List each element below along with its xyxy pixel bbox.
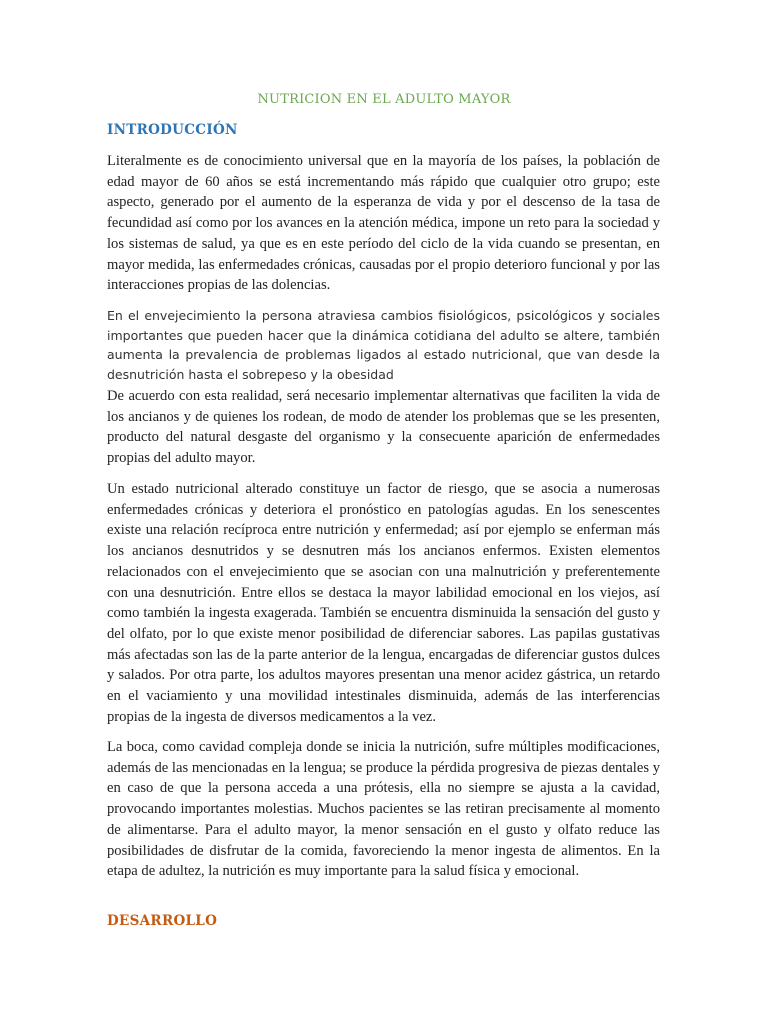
paragraph: De acuerdo con esta realidad, será necesario implementar alternativas que faciliten la vida de los ancianos y de quienes los rodean, de modo de atender los problemas que se les presenten, producto del natural desgaste del organismo y la consecuente aparición de enfermedades propias del adulto mayor. [107, 388, 660, 467]
paragraph: La boca, como cavidad compleja donde se inicia la nutrición, sufre múltiples modificaciones, además de las mencionadas en la lengua; se produce la pérdida progresiva de piezas dentales y en caso de que la persona acceda a una prótesis, ella no siempre se ajusta a la cavidad, provocando importantes molestias. Muchos pacientes se las retiran precisamente al momento de alimentarse. Para el adulto mayor, la menor sensación en el gusto y olfato reduce las posibilidades de disfrutar de la comida, favoreciendo la menor ingesta de alimentos. En la etapa de adultez, la nutrición es muy importante para la salud física y emocional. [107, 739, 660, 880]
section-heading-desarrollo: DESARROLLO [107, 913, 218, 929]
paragraph: Literalmente es de conocimiento universal que en la mayoría de los países, la población de edad mayor de 60 años se está incrementando más rápido que cualquier otro grupo; este aspecto, generado por el aumento de la esperanza de vida y por el descenso de la tasa de fecundidad así como por los avances en la atención médica, impone un reto para la sociedad y los sistemas de salud, ya que es en este período del ciclo de la vida cuando se presentan, en mayor medida, las enfermedades crónicas, causadas por el propio deterioro funcional y por las interacciones propias de las dolencias. [107, 153, 660, 294]
document-title: NUTRICION EN EL ADULTO MAYOR [257, 92, 511, 107]
paragraph: En el envejecimiento la persona atraviesa cambios fisiológicos, psicológicos y sociales importantes que pueden hacer que la dinámica cotidiana del adulto se altere, también aumenta la prevalencia de problemas ligados al estado nutricional, que van desde la desnutrición hasta el sobrepeso y la obesidad [107, 308, 660, 382]
intro-heading: INTRODUCCIÓN [107, 122, 238, 138]
paragraph: Un estado nutricional alterado constituye un factor de riesgo, que se asocia a numerosas enfermedades crónicas y deteriora el pronóstico en patologías agudas. En los senescentes existe una relación recíproca entre nutrición y enfermedad; así por ejemplo se enferman más los ancianos desnutridos y se desnutren más los ancianos enfermos. Existen elementos relacionados con el envejecimiento que se asocian con una malnutrición y preferentemente con una desnutrición. Entre ellos se destaca la mayor labilidad emocional en los viejos, así como también la ingesta exagerada. También se encuentra disminuida la sensación del gusto y del olfato, por lo que existe menor posibilidad de diferenciar sabores. Las papilas gustativas más afectadas son las de la parte anterior de la lengua, encargadas de diferenciar gustos dulces y salados. Por otra parte, los adultos mayores presentan una menor acidez gástrica, un retardo en el vaciamiento y una movilidad intestinales disminuida, además de las interferencias propias de la ingesta de diversos medicamentos a la vez. [107, 481, 660, 725]
